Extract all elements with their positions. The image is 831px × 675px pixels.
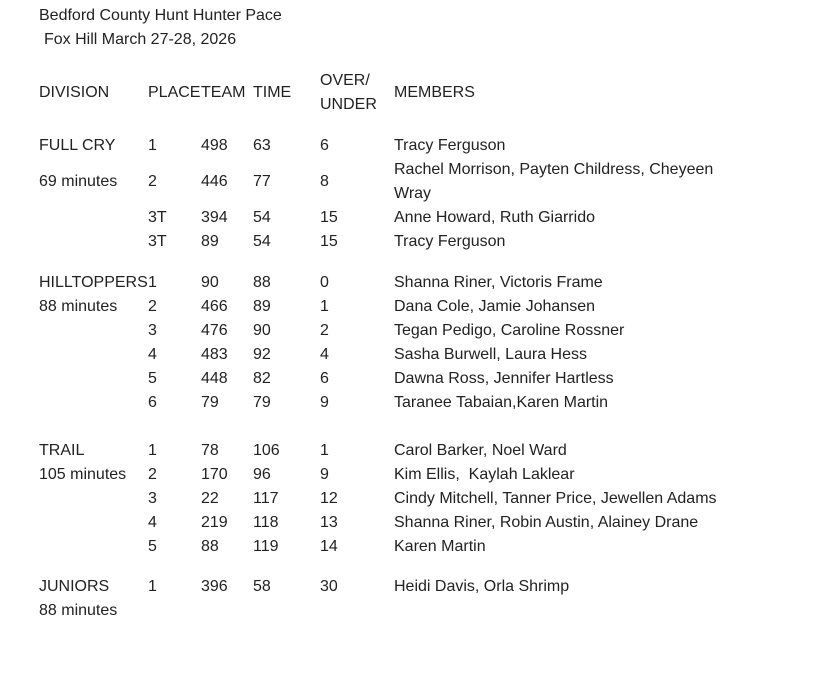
cell-team: 170 <box>201 466 228 483</box>
page-subtitle: Fox Hill March 27-28, 2026 <box>44 31 237 48</box>
cell-time: 92 <box>253 346 271 363</box>
page-title: Bedford County Hunt Hunter Pace <box>39 7 282 24</box>
division-target: 88 minutes <box>39 602 118 619</box>
cell-over-under: 1 <box>320 298 329 315</box>
cell-team: 219 <box>201 514 228 531</box>
cell-time: 118 <box>253 514 279 531</box>
cell-members: Taranee Tabaian,Karen Martin <box>394 394 609 411</box>
division-name: HILLTOPPERS <box>39 274 148 291</box>
col-header-members: MEMBERS <box>394 84 475 101</box>
cell-over-under: 15 <box>320 233 338 250</box>
cell-time: 106 <box>253 442 280 459</box>
cell-team: 78 <box>201 442 219 459</box>
cell-members-continued: Wray <box>394 185 432 202</box>
cell-team: 90 <box>201 274 219 291</box>
division-target: 69 minutes <box>39 173 118 190</box>
cell-members: Dana Cole, Jamie Johansen <box>394 298 596 315</box>
cell-over-under: 12 <box>320 490 338 507</box>
cell-members: Carol Barker, Noel Ward <box>394 442 567 459</box>
cell-place: 5 <box>148 370 157 387</box>
cell-place: 4 <box>148 514 157 531</box>
col-header-team: TEAM <box>201 84 246 101</box>
cell-place: 2 <box>148 173 157 190</box>
cell-place: 3 <box>148 322 157 339</box>
col-header-division: DIVISION <box>39 84 110 101</box>
cell-over-under: 4 <box>320 346 329 363</box>
division-name: TRAIL <box>39 442 85 459</box>
cell-team: 476 <box>201 322 228 339</box>
cell-team: 448 <box>201 370 228 387</box>
cell-over-under: 13 <box>320 514 338 531</box>
division-name: JUNIORS <box>39 578 110 595</box>
cell-place: 3T <box>148 209 167 226</box>
cell-time: 54 <box>253 209 271 226</box>
cell-place: 2 <box>148 298 157 315</box>
col-header-over: OVER/ <box>320 72 370 89</box>
cell-over-under: 9 <box>320 466 329 483</box>
cell-members: Shanna Riner, Victoris Frame <box>394 274 603 291</box>
cell-members: Tracy Ferguson <box>394 137 506 154</box>
cell-time: 119 <box>253 538 279 555</box>
cell-team: 394 <box>201 209 228 226</box>
division-target: 88 minutes <box>39 298 118 315</box>
cell-time: 88 <box>253 274 271 291</box>
cell-over-under: 2 <box>320 322 329 339</box>
cell-team: 396 <box>201 578 228 595</box>
cell-over-under: 6 <box>320 137 329 154</box>
cell-members: Tegan Pedigo, Caroline Rossner <box>394 322 625 339</box>
col-header-place: PLACE <box>148 84 201 101</box>
cell-team: 446 <box>201 173 228 190</box>
cell-place: 1 <box>148 578 157 595</box>
cell-place: 5 <box>148 538 157 555</box>
cell-time: 89 <box>253 298 271 315</box>
cell-team: 79 <box>201 394 219 411</box>
cell-team: 88 <box>201 538 219 555</box>
cell-time: 82 <box>253 370 271 387</box>
cell-place: 3 <box>148 490 157 507</box>
cell-time: 79 <box>253 394 271 411</box>
cell-members: Tracy Ferguson <box>394 233 506 250</box>
col-header-under: UNDER <box>320 96 377 113</box>
cell-members: Shanna Riner, Robin Austin, Alainey Drane <box>394 514 699 531</box>
cell-team: 22 <box>201 490 219 507</box>
cell-time: 63 <box>253 137 271 154</box>
cell-over-under: 8 <box>320 173 329 190</box>
cell-over-under: 6 <box>320 370 329 387</box>
cell-over-under: 9 <box>320 394 329 411</box>
cell-time: 54 <box>253 233 271 250</box>
cell-over-under: 15 <box>320 209 338 226</box>
cell-time: 96 <box>253 466 271 483</box>
cell-team: 498 <box>201 137 228 154</box>
cell-time: 77 <box>253 173 271 190</box>
cell-over-under: 30 <box>320 578 338 595</box>
cell-members: Anne Howard, Ruth Giarrido <box>394 209 595 226</box>
cell-team: 466 <box>201 298 228 315</box>
cell-over-under: 14 <box>320 538 338 555</box>
cell-over-under: 0 <box>320 274 329 291</box>
cell-team: 483 <box>201 346 228 363</box>
cell-members: Rachel Morrison, Payten Childress, Cheyeen <box>394 161 714 178</box>
division-name: FULL CRY <box>39 137 116 154</box>
cell-members: Dawna Ross, Jennifer Hartless <box>394 370 614 387</box>
cell-team: 89 <box>201 233 219 250</box>
cell-place: 2 <box>148 466 157 483</box>
cell-place: 1 <box>148 442 157 459</box>
cell-members: Karen Martin <box>394 538 486 555</box>
cell-place: 6 <box>148 394 157 411</box>
cell-members: Sasha Burwell, Laura Hess <box>394 346 587 363</box>
cell-place: 4 <box>148 346 157 363</box>
cell-members: Cindy Mitchell, Tanner Price, Jewellen Adams <box>394 490 717 507</box>
cell-over-under: 1 <box>320 442 329 459</box>
division-target: 105 minutes <box>39 466 127 483</box>
cell-members: Heidi Davis, Orla Shrimp <box>394 578 570 595</box>
cell-place: 1 <box>148 274 157 291</box>
cell-place: 3T <box>148 233 167 250</box>
cell-time: 90 <box>253 322 271 339</box>
cell-members: Kim Ellis, Kaylah Laklear <box>394 466 575 483</box>
cell-place: 1 <box>148 137 157 154</box>
col-header-time: TIME <box>253 84 292 101</box>
cell-time: 117 <box>253 490 279 507</box>
cell-time: 58 <box>253 578 271 595</box>
